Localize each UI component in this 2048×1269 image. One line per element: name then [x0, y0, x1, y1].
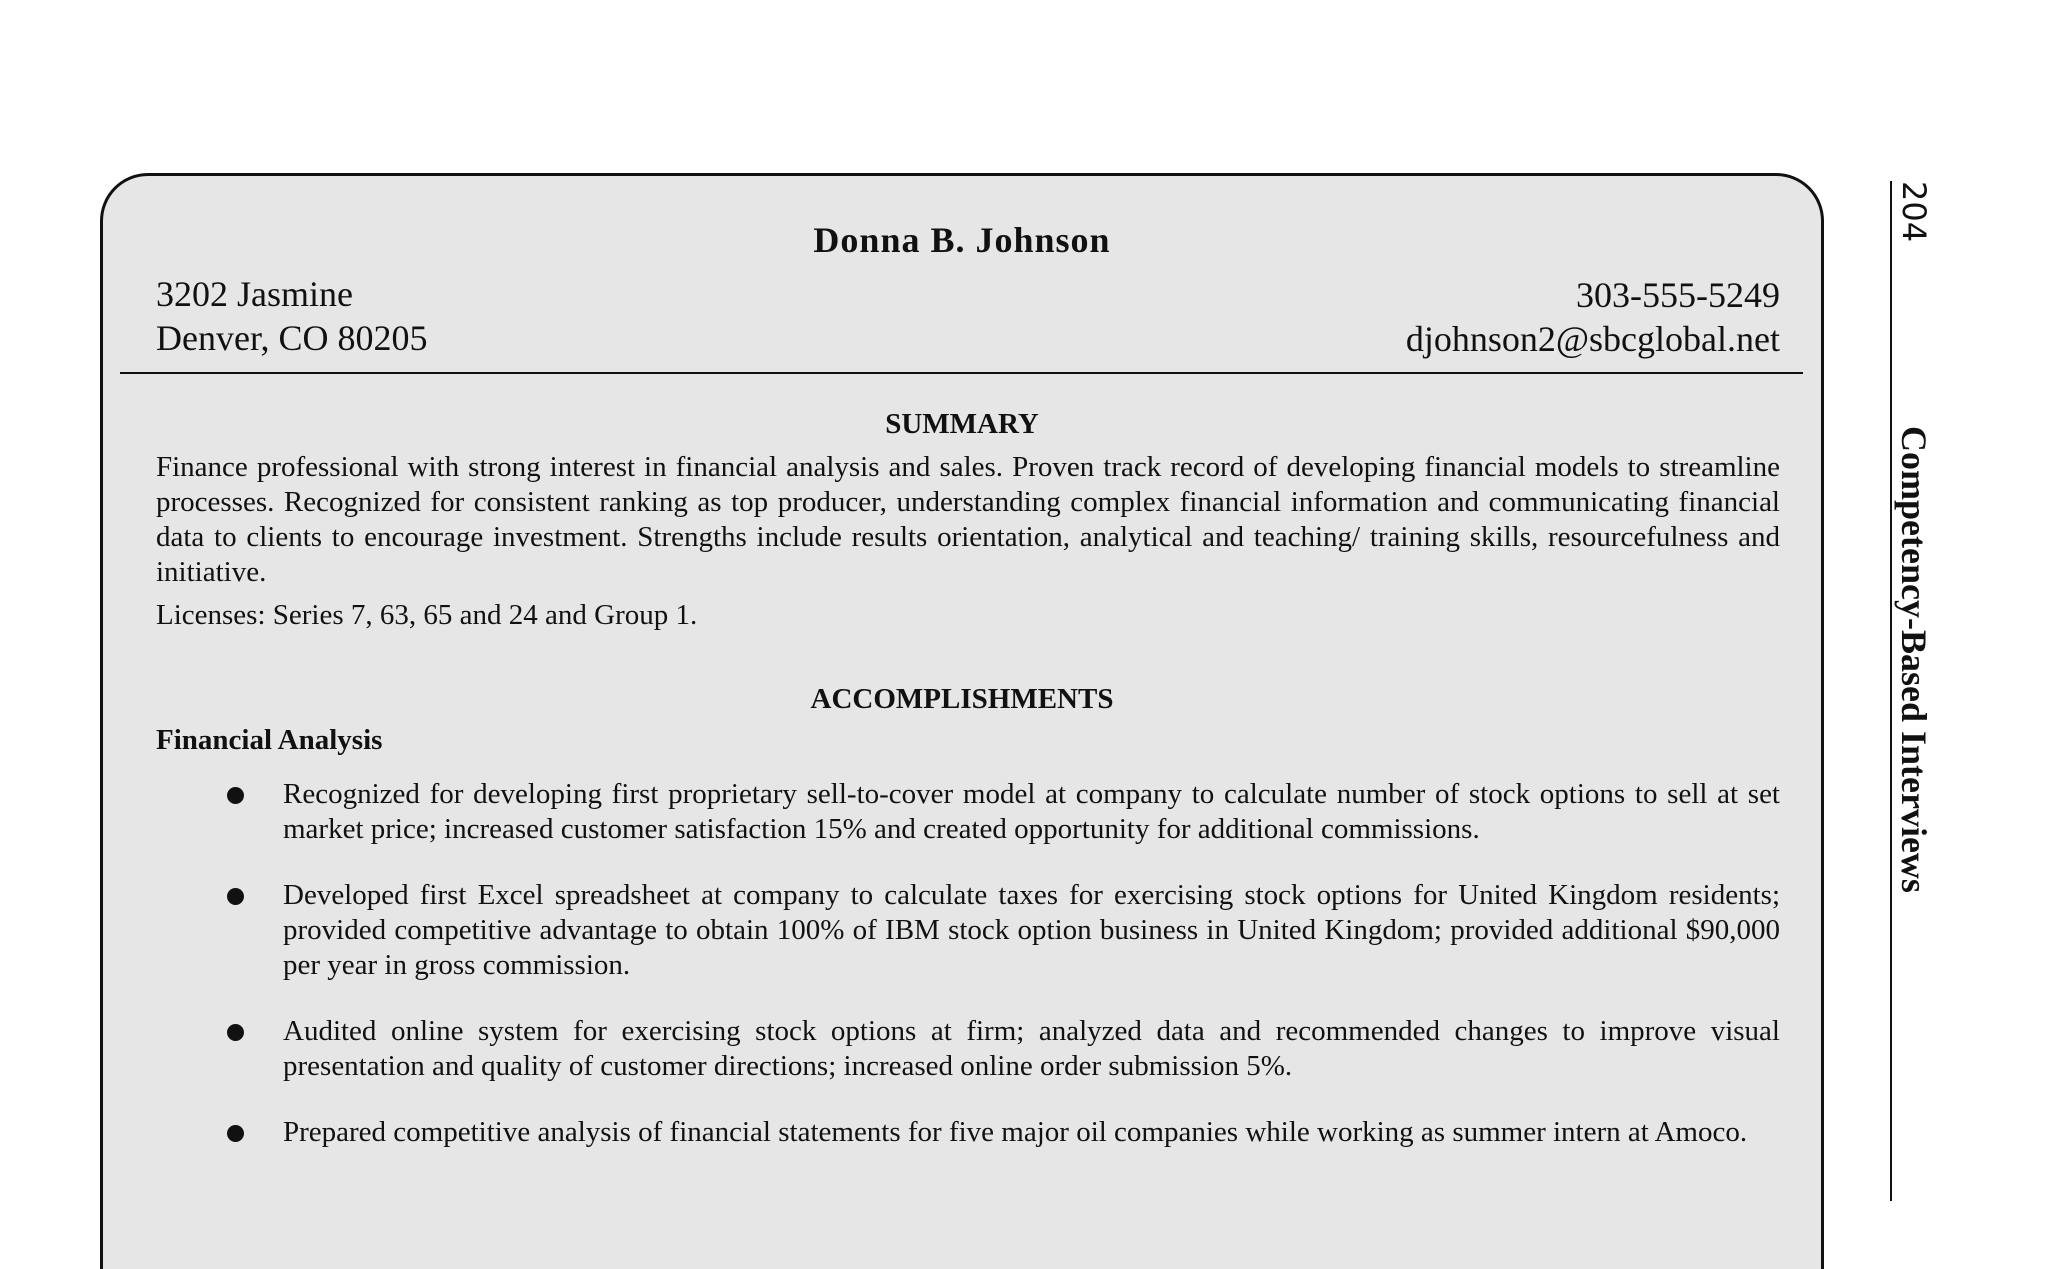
list-item-text: Recognized for developing first proprietary sell-to-cover model at company to calculate number of stock options to sell at set market price; increased customer satisfaction 15% and created opportunity for additional commissions.	[283, 778, 1780, 845]
licenses-line: Licenses: Series 7, 63, 65 and 24 and Group 1.	[156, 599, 698, 631]
page-number: 204	[1896, 181, 1932, 246]
address-block	[156, 272, 428, 360]
accomplishments-list	[103, 777, 1821, 1181]
bullet-icon	[227, 1024, 244, 1041]
phone-number: 303-555-5249	[1576, 275, 1780, 315]
bullet-icon	[227, 787, 244, 804]
sidebar-rule	[1890, 181, 1892, 1201]
bullet-icon	[227, 1125, 244, 1142]
financial-analysis-subheading: Financial Analysis	[156, 724, 383, 756]
email-address: djohnson2@sbcglobal.net	[1405, 319, 1780, 359]
page-sidebar	[1890, 181, 1934, 1201]
bullet-icon	[227, 888, 244, 905]
address-line-2: Denver, CO 80205	[156, 318, 428, 358]
accomplishments-heading: ACCOMPLISHMENTS	[810, 683, 1114, 715]
list-item-text: Developed first Excel spreadsheet at company to calculate taxes for exercising stock options for United Kingdom residents; provided competitive advantage to obtain 100% of IBM stock option business in United Kingdom; provided additional $90,000 per year in gross commission.	[283, 879, 1780, 981]
list-item-text: Audited online system for exercising stock options at firm; analyzed data and recommended changes to improve visual presentation and quality of customer directions; increased online order submission 5%.	[283, 1015, 1780, 1082]
address-line-1: 3202 Jasmine	[156, 274, 353, 314]
summary-heading: SUMMARY	[885, 408, 1039, 440]
list-item-text: Prepared competitive analysis of financial statements for five major oil companies while working as summer intern at Amoco.	[283, 1116, 1748, 1148]
contact-block	[1406, 273, 1780, 361]
list-item	[103, 1014, 1821, 1084]
list-item	[103, 878, 1821, 983]
candidate-name: Donna B. Johnson	[813, 220, 1111, 260]
header-divider	[120, 372, 1803, 374]
running-book-title: Competency-Based Interviews	[1896, 422, 1932, 897]
summary-paragraph: Finance professional with strong interest in financial analysis and sales. Proven track record of developing financial models to streamline processes. Recognized for consistent ranking as top producer, understanding complex financial information and communicating financial data to clients to encourage investment. Strengths include results orientation, analytical and teaching/ training skills, resourcefulness and initiative.	[156, 451, 1780, 588]
resume-panel	[100, 173, 1824, 1269]
list-item	[103, 1115, 1821, 1150]
list-item	[103, 777, 1821, 847]
